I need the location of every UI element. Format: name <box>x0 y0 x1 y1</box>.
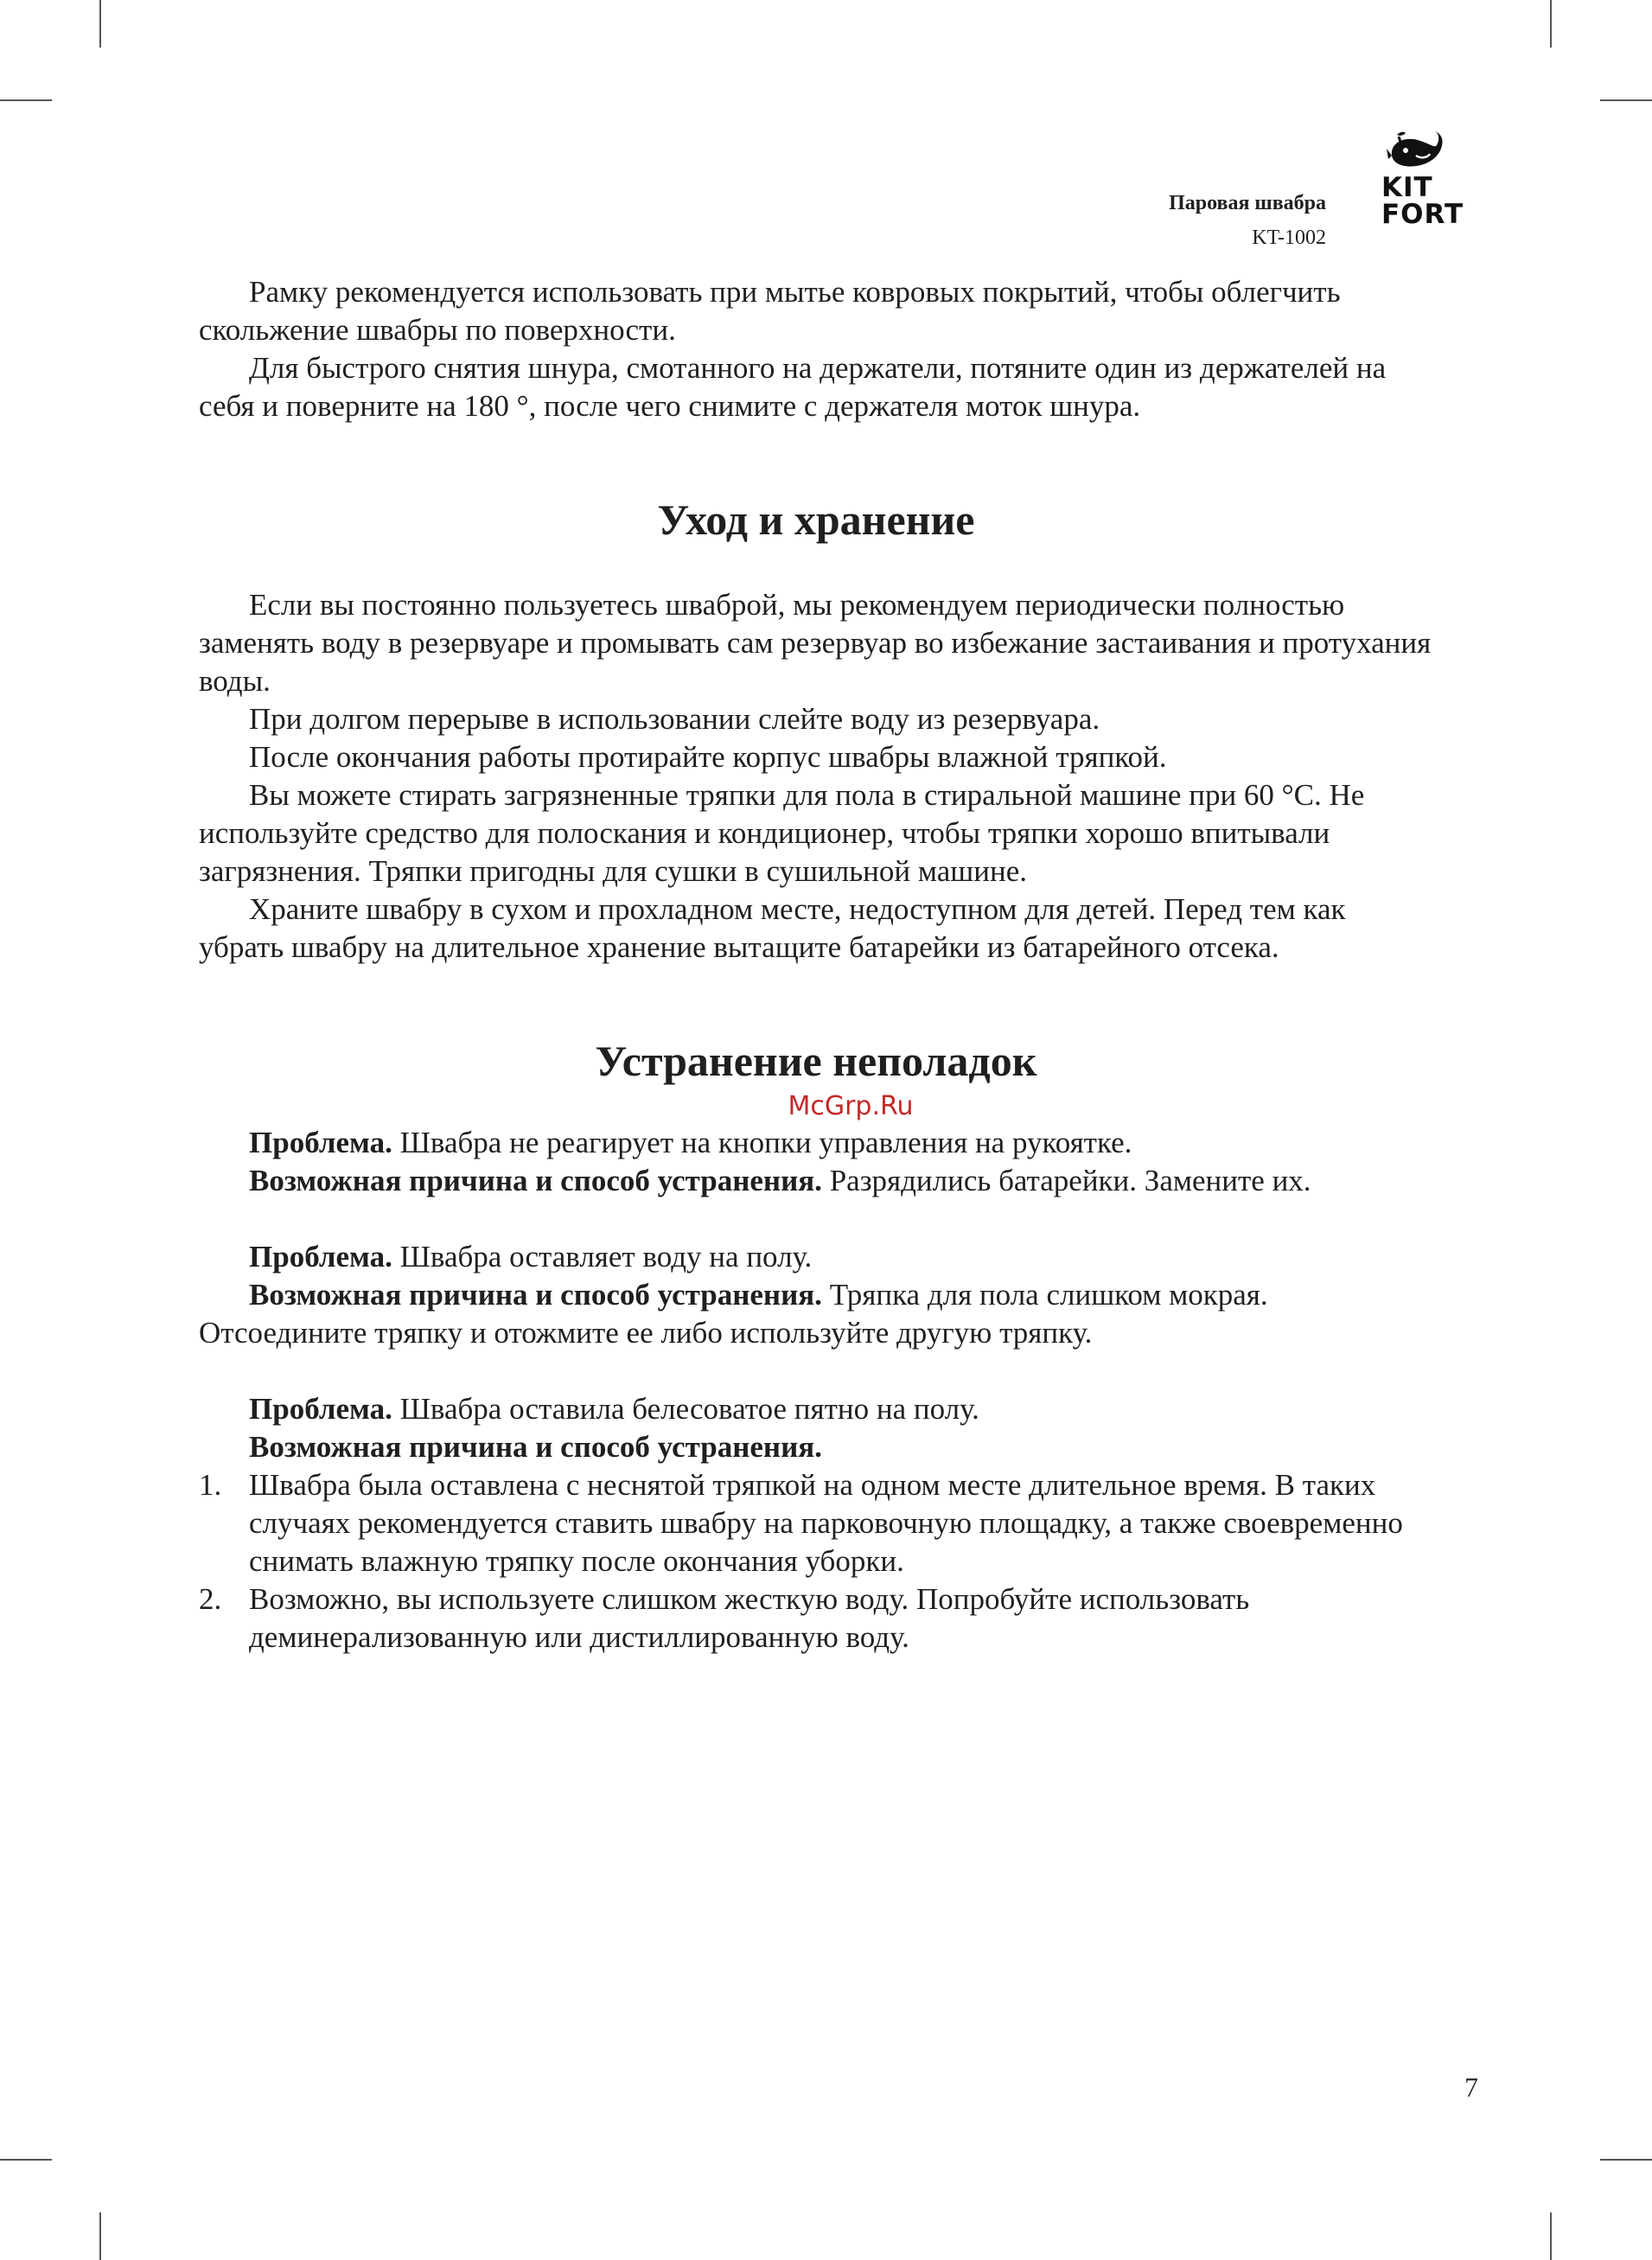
cause-label: Возможная причина и способ устранения. <box>249 1278 822 1312</box>
page-content <box>199 273 1433 1657</box>
watermark: McGrp.Ru <box>788 1091 914 1121</box>
logo-text-kit: KIT <box>1381 172 1433 203</box>
cause-line: Возможная причина и способ устранения. Тряпка для пола слишком мокрая. Отсоедините тряпку и отожмите ее либо используйте другую тряпку. <box>199 1278 1268 1350</box>
cause-line: Возможная причина и способ устранения. Разрядились батарейки. Замените их. <box>249 1164 1311 1197</box>
crop-mark <box>1550 0 1552 48</box>
model-number: KT-1002 <box>1252 227 1326 249</box>
crop-mark <box>1550 2212 1552 2260</box>
crop-mark <box>1600 2159 1652 2161</box>
paragraph: Вы можете стирать загрязненные тряпки для пола в стиральной машине при 60 °С. Не используйте средство для полоскания и кондиционер, чтобы тряпки хорошо впитывали загрязнения. Тряпки пригодны для сушки в сушильной машине. <box>199 778 1365 888</box>
whale-icon <box>1387 130 1444 175</box>
crop-mark <box>1600 99 1652 101</box>
logo-text-fort: FORT <box>1381 199 1464 230</box>
page-number: 7 <box>1464 2072 1478 2103</box>
cause-line <box>199 1428 1433 1466</box>
brand-logo <box>1381 130 1468 228</box>
crop-mark <box>0 2159 52 2161</box>
problem-line: Проблема. Швабра оставила белесоватое пятно на полу. <box>249 1392 979 1426</box>
product-title: Паровая швабра <box>1169 192 1326 214</box>
cause-label: Возможная причина и способ устранения. <box>249 1430 822 1464</box>
page-header <box>1169 186 1326 255</box>
paragraph: После окончания работы протирайте корпус швабры влажной тряпкой. <box>249 740 1167 774</box>
paragraph: Если вы постоянно пользуетесь шваброй, мы рекомендуем периодически полностью заменять воду в резервуаре и промывать сам резервуар во избежание застаивания и протухания воды. <box>199 588 1432 698</box>
paragraph: Храните швабру в сухом и прохладном месте, недоступном для детей. Перед тем как убрать швабру на длительное хранение вытащите батарейки из батарейного отсека. <box>199 892 1346 964</box>
cause-label: Возможная причина и способ устранения. <box>249 1164 822 1197</box>
crop-mark <box>99 0 101 48</box>
problem-label: Проблема. <box>249 1392 392 1426</box>
problem-line: Проблема. Швабра оставляет воду на полу. <box>249 1240 813 1274</box>
problem-label: Проблема. <box>249 1240 392 1274</box>
problem-line: Проблема. Швабра не реагирует на кнопки управления на рукоятке. <box>249 1126 1132 1159</box>
section-heading-troubleshooting: Устранение неполадок <box>595 1037 1037 1085</box>
paragraph: При долгом перерыве в использовании слейте воду из резервуара. <box>249 702 1100 736</box>
fix-list <box>199 1466 1433 1657</box>
crop-mark <box>0 99 52 101</box>
paragraph: Для быстрого снятия шнура, смотанного на держатели, потяните один из держателей на себя и поверните на 180 °, после чего снимите с держателя моток шнура. <box>199 351 1387 423</box>
section-heading-care: Уход и хранение <box>657 495 975 544</box>
paragraph: Рамку рекомендуется использовать при мытье ковровых покрытий, чтобы облегчить скольжение швабры по поверхности. <box>199 275 1341 347</box>
list-item: 2. Возможно, вы используете слишком жесткую воду. Попробуйте использовать деминерализованную или дистиллированную воду. <box>199 1582 1250 1654</box>
list-item: 1. Швабра была оставлена с неснятой тряпкой на одном месте длительное время. В таких случаях рекомендуется ставить швабру на парковочную площадку, а также своевременно снимать влажную тряпку после окончания уборки. <box>199 1468 1403 1578</box>
problem-label: Проблема. <box>249 1126 392 1159</box>
crop-mark <box>99 2212 101 2260</box>
